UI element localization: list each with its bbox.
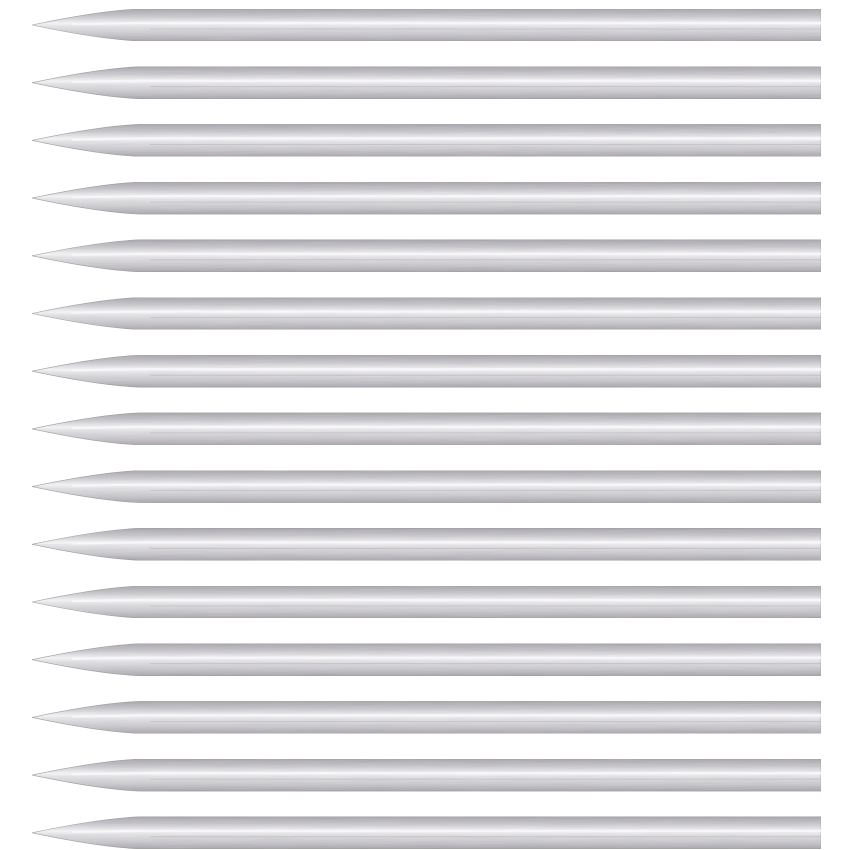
skewer-shaft xyxy=(32,817,821,849)
skewer-shaft xyxy=(32,67,821,99)
skewer-shaft xyxy=(32,528,821,560)
skewer-highlight xyxy=(72,254,821,255)
skewer-highlight xyxy=(72,427,821,428)
skewer xyxy=(32,759,821,791)
skewer-shaft xyxy=(32,759,821,791)
skewer xyxy=(32,528,821,560)
skewer xyxy=(32,124,821,156)
skewer-highlight xyxy=(72,773,821,774)
skewer xyxy=(32,67,821,99)
skewer xyxy=(32,471,821,503)
skewer-highlight xyxy=(72,831,821,832)
skewer xyxy=(32,9,821,41)
skewer-shaft xyxy=(32,413,821,445)
skewer-highlight xyxy=(72,138,821,139)
skewer-highlight xyxy=(72,312,821,313)
skewer xyxy=(32,298,821,330)
skewer xyxy=(32,701,821,733)
skewer-shaft xyxy=(32,471,821,503)
skewer xyxy=(32,182,821,214)
skewer-highlight xyxy=(72,23,821,24)
skewer xyxy=(32,817,821,849)
skewer xyxy=(32,586,821,618)
skewer-highlight xyxy=(72,485,821,486)
skewer-shaft xyxy=(32,298,821,330)
skewer-shaft xyxy=(32,586,821,618)
skewer xyxy=(32,644,821,676)
skewer-shaft xyxy=(32,240,821,272)
skewer-highlight xyxy=(72,600,821,601)
skewer-highlight xyxy=(72,369,821,370)
skewer-shaft xyxy=(32,124,821,156)
skewer xyxy=(32,413,821,445)
skewer-highlight xyxy=(72,196,821,197)
skewer-shaft xyxy=(32,355,821,387)
skewer-highlight xyxy=(72,715,821,716)
skewer xyxy=(32,240,821,272)
skewer-shaft xyxy=(32,9,821,41)
skewer xyxy=(32,355,821,387)
skewer-shaft xyxy=(32,182,821,214)
skewer-highlight xyxy=(72,81,821,82)
skewer-highlight xyxy=(72,542,821,543)
skewer-highlight xyxy=(72,658,821,659)
skewer-shaft xyxy=(32,701,821,733)
skewer-group xyxy=(32,9,821,849)
skewer-shaft xyxy=(32,644,821,676)
